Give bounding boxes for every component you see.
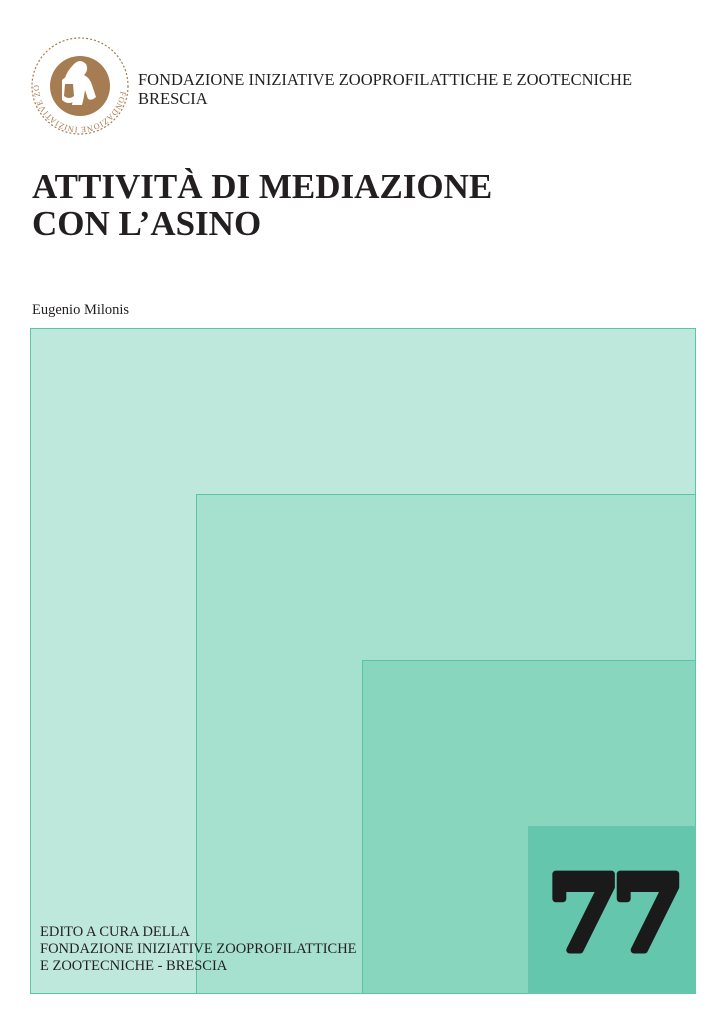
foundation-name-line-2: BRESCIA (138, 89, 208, 108)
author-name: Eugenio Milonis (32, 302, 130, 318)
foundation-logo (28, 34, 132, 138)
logo-ring-text: FONDAZIONE INIZIATIVE ZO (31, 84, 128, 135)
foundation-name (138, 70, 708, 108)
publisher-credit (40, 924, 357, 975)
foundation-name-line-1: FONDAZIONE INIZIATIVE ZOOPROFILATTICHE E ZOOTECNICHE (138, 70, 633, 89)
book-title (32, 168, 682, 242)
issue-number (528, 826, 696, 994)
issue-number-text: 77 (547, 852, 677, 975)
book-title-line-2: CON L’ASINO (32, 204, 262, 243)
publisher-line-1: EDITO A CURA DELLA (40, 924, 190, 940)
book-title-line-1: ATTIVITÀ DI MEDIAZIONE (32, 167, 493, 206)
publisher-line-3: E ZOOTECNICHE - BRESCIA (40, 958, 228, 974)
publisher-line-2: FONDAZIONE INIZIATIVE ZOOPROFILATTICHE (40, 941, 357, 957)
